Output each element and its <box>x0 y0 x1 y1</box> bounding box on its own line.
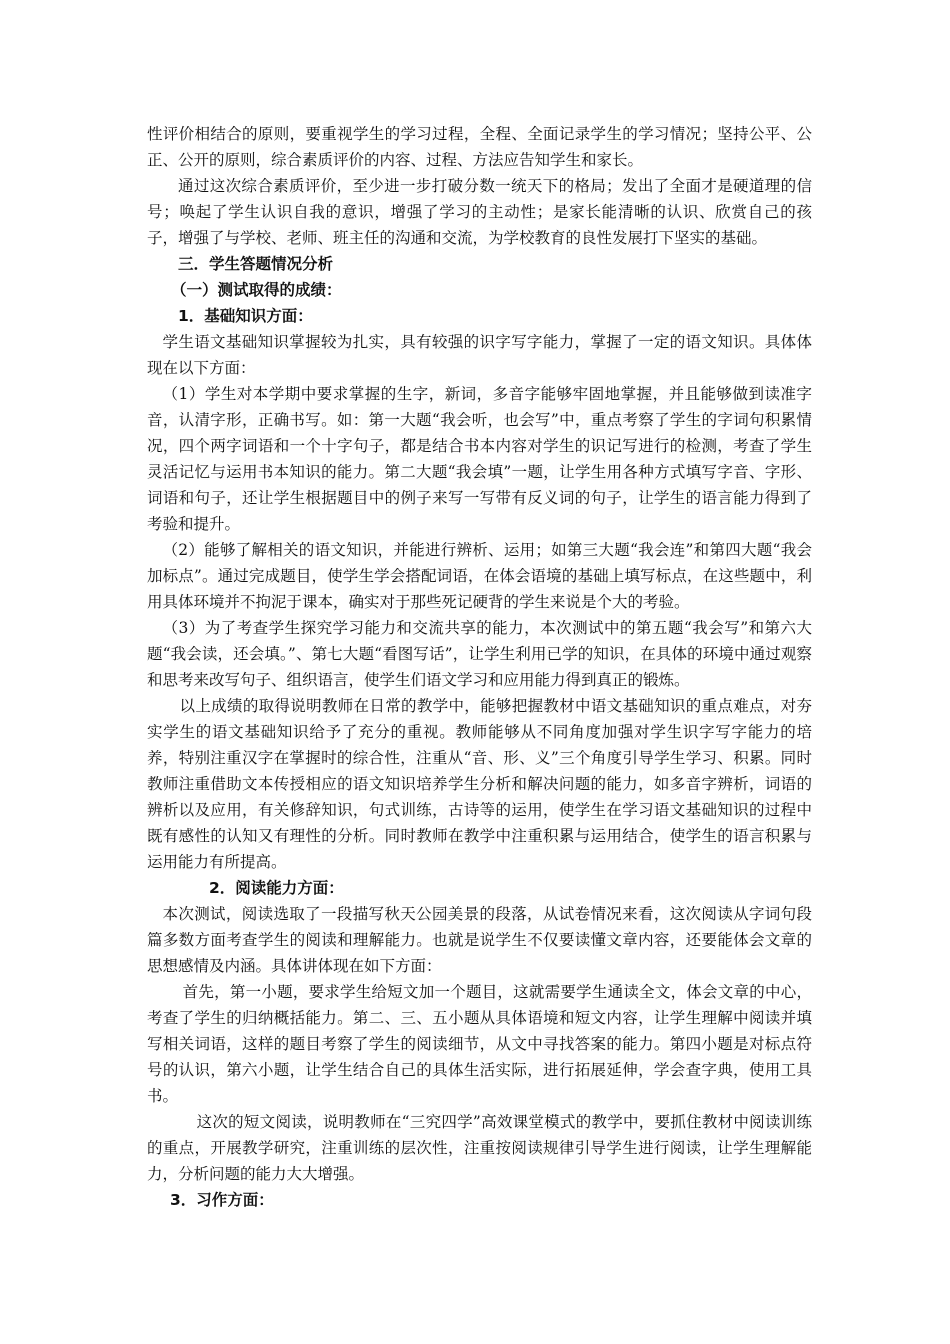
document-body <box>147 121 812 1213</box>
paragraph-reading-details: 首先，第一小题，要求学生给短文加一个题目，这就需要学生通读全文，体会文章的中心，考查了学生的归纳概括能力。第二、三、五小题从具体语境和短文内容，让学生理解中阅读并填写相关词语，这样的题目考察了学生的阅读细节，从文中寻找答案的能力。第四小题是对标点符号的认识，第六小题，让学生结合自己的具体生活实际，进行拓展延伸，学会查字典，使用工具书。 <box>147 983 812 1105</box>
paragraph-point-2: （2）能够了解相关的语文知识，并能进行辨析、运用；如第三大题“我会连”和第四大题“我会加标点”。通过完成题目，使学生学会搭配词语，在体会语境的基础上填写标点，在这些题中，利用具体环境并不拘泥于课本，确实对于那些死记硬背的学生来说是个大的考验。 <box>147 541 812 611</box>
paragraph-evaluation-principle: 性评价相结合的原则，要重视学生的学习过程，全程、全面记录学生的学习情况；坚持公平、公正、公开的原则，综合素质评价的内容、过程、方法应告知学生和家长。 <box>147 125 812 169</box>
section-heading-answer-analysis: 三．学生答题情况分析 <box>178 255 334 273</box>
paragraph-reading-intro: 本次测试，阅读选取了一段描写秋天公园美景的段落，从试卷情况来看，这次阅读从字词句段篇多数方面考查学生的阅读和理解能力。也就是说学生不仅要读懂文章内容，还要能体会文章的思想感情及内涵。具体讲体现在如下方面： <box>147 905 812 975</box>
item-heading-basic-knowledge: 1．基础知识方面： <box>178 307 313 325</box>
paragraph-basic-knowledge-summary: 以上成绩的取得说明教师在日常的教学中，能够把握教材中语文基础知识的重点难点，对夯实学生的语文基础知识给予了充分的重视。教师能够从不同角度加强对学生识字写字能力的培养，特别注重汉字在掌握时的综合性，注重从“音、形、义”三个角度引导学生学习、积累。同时教师注重借助文本传授相应的语文知识培养学生分析和解决问题的能力，如多音字辨析，词语的辨析以及应用，有关修辞知识，句式训练，古诗等的运用，使学生在学习语文基础知识的过程中既有感性的认知又有理性的分析。同时教师在教学中注重积累与运用结合，使学生的语言积累与运用能力有所提高。 <box>147 697 812 871</box>
paragraph-evaluation-effect: 通过这次综合素质评价，至少进一步打破分数一统天下的格局；发出了全面才是硬道理的信号；唤起了学生认识自我的意识，增强了学习的主动性；是家长能清晰的认识、欣赏自己的孩子，增强了与学校、老师、班主任的沟通和交流，为学校教育的良性发展打下坚实的基础。 <box>147 177 812 247</box>
paragraph-point-3: （3）为了考查学生探究学习能力和交流共享的能力，本次测试中的第五题“我会写”和第六大题“我会读，还会填。”、第七大题“看图写话”，让学生利用已学的知识，在具体的环境中通过观察和思考来改写句子、组织语言，使学生们语文学习和应用能力得到真正的锻炼。 <box>147 619 812 689</box>
subsection-heading-achievements: （一）测试取得的成绩： <box>171 281 342 299</box>
paragraph-point-1: （1）学生对本学期中要求掌握的生字，新词，多音字能够牢固地掌握，并且能够做到读准字音，认清字形，正确书写。如：第一大题“我会听，也会写”中，重点考察了学生的字词句积累情况，四个两字词语和一个十字句子，都是结合书本内容对学生的识记写进行的检测，考查了学生灵活记忆与运用书本知识的能力。第二大题“我会填”一题，让学生用各种方式填写字音、字形、词语和句子，还让学生根据题目中的例子来写一写带有反义词的句子，让学生的语言能力得到了考验和提升。 <box>147 385 812 533</box>
item-heading-reading: 2．阅读能力方面： <box>209 879 344 897</box>
paragraph-basic-knowledge-intro: 学生语文基础知识掌握较为扎实，具有较强的识字写字能力，掌握了一定的语文知识。具体体现在以下方面： <box>147 333 812 377</box>
item-heading-writing: 3．习作方面： <box>170 1191 274 1209</box>
paragraph-reading-summary: 这次的短文阅读，说明教师在“三究四学”高效课堂模式的教学中，要抓住教材中阅读训练的重点，开展教学研究，注重训练的层次性，注重按阅读规律引导学生进行阅读，让学生理解能力，分析问题的能力大大增强。 <box>147 1113 812 1183</box>
